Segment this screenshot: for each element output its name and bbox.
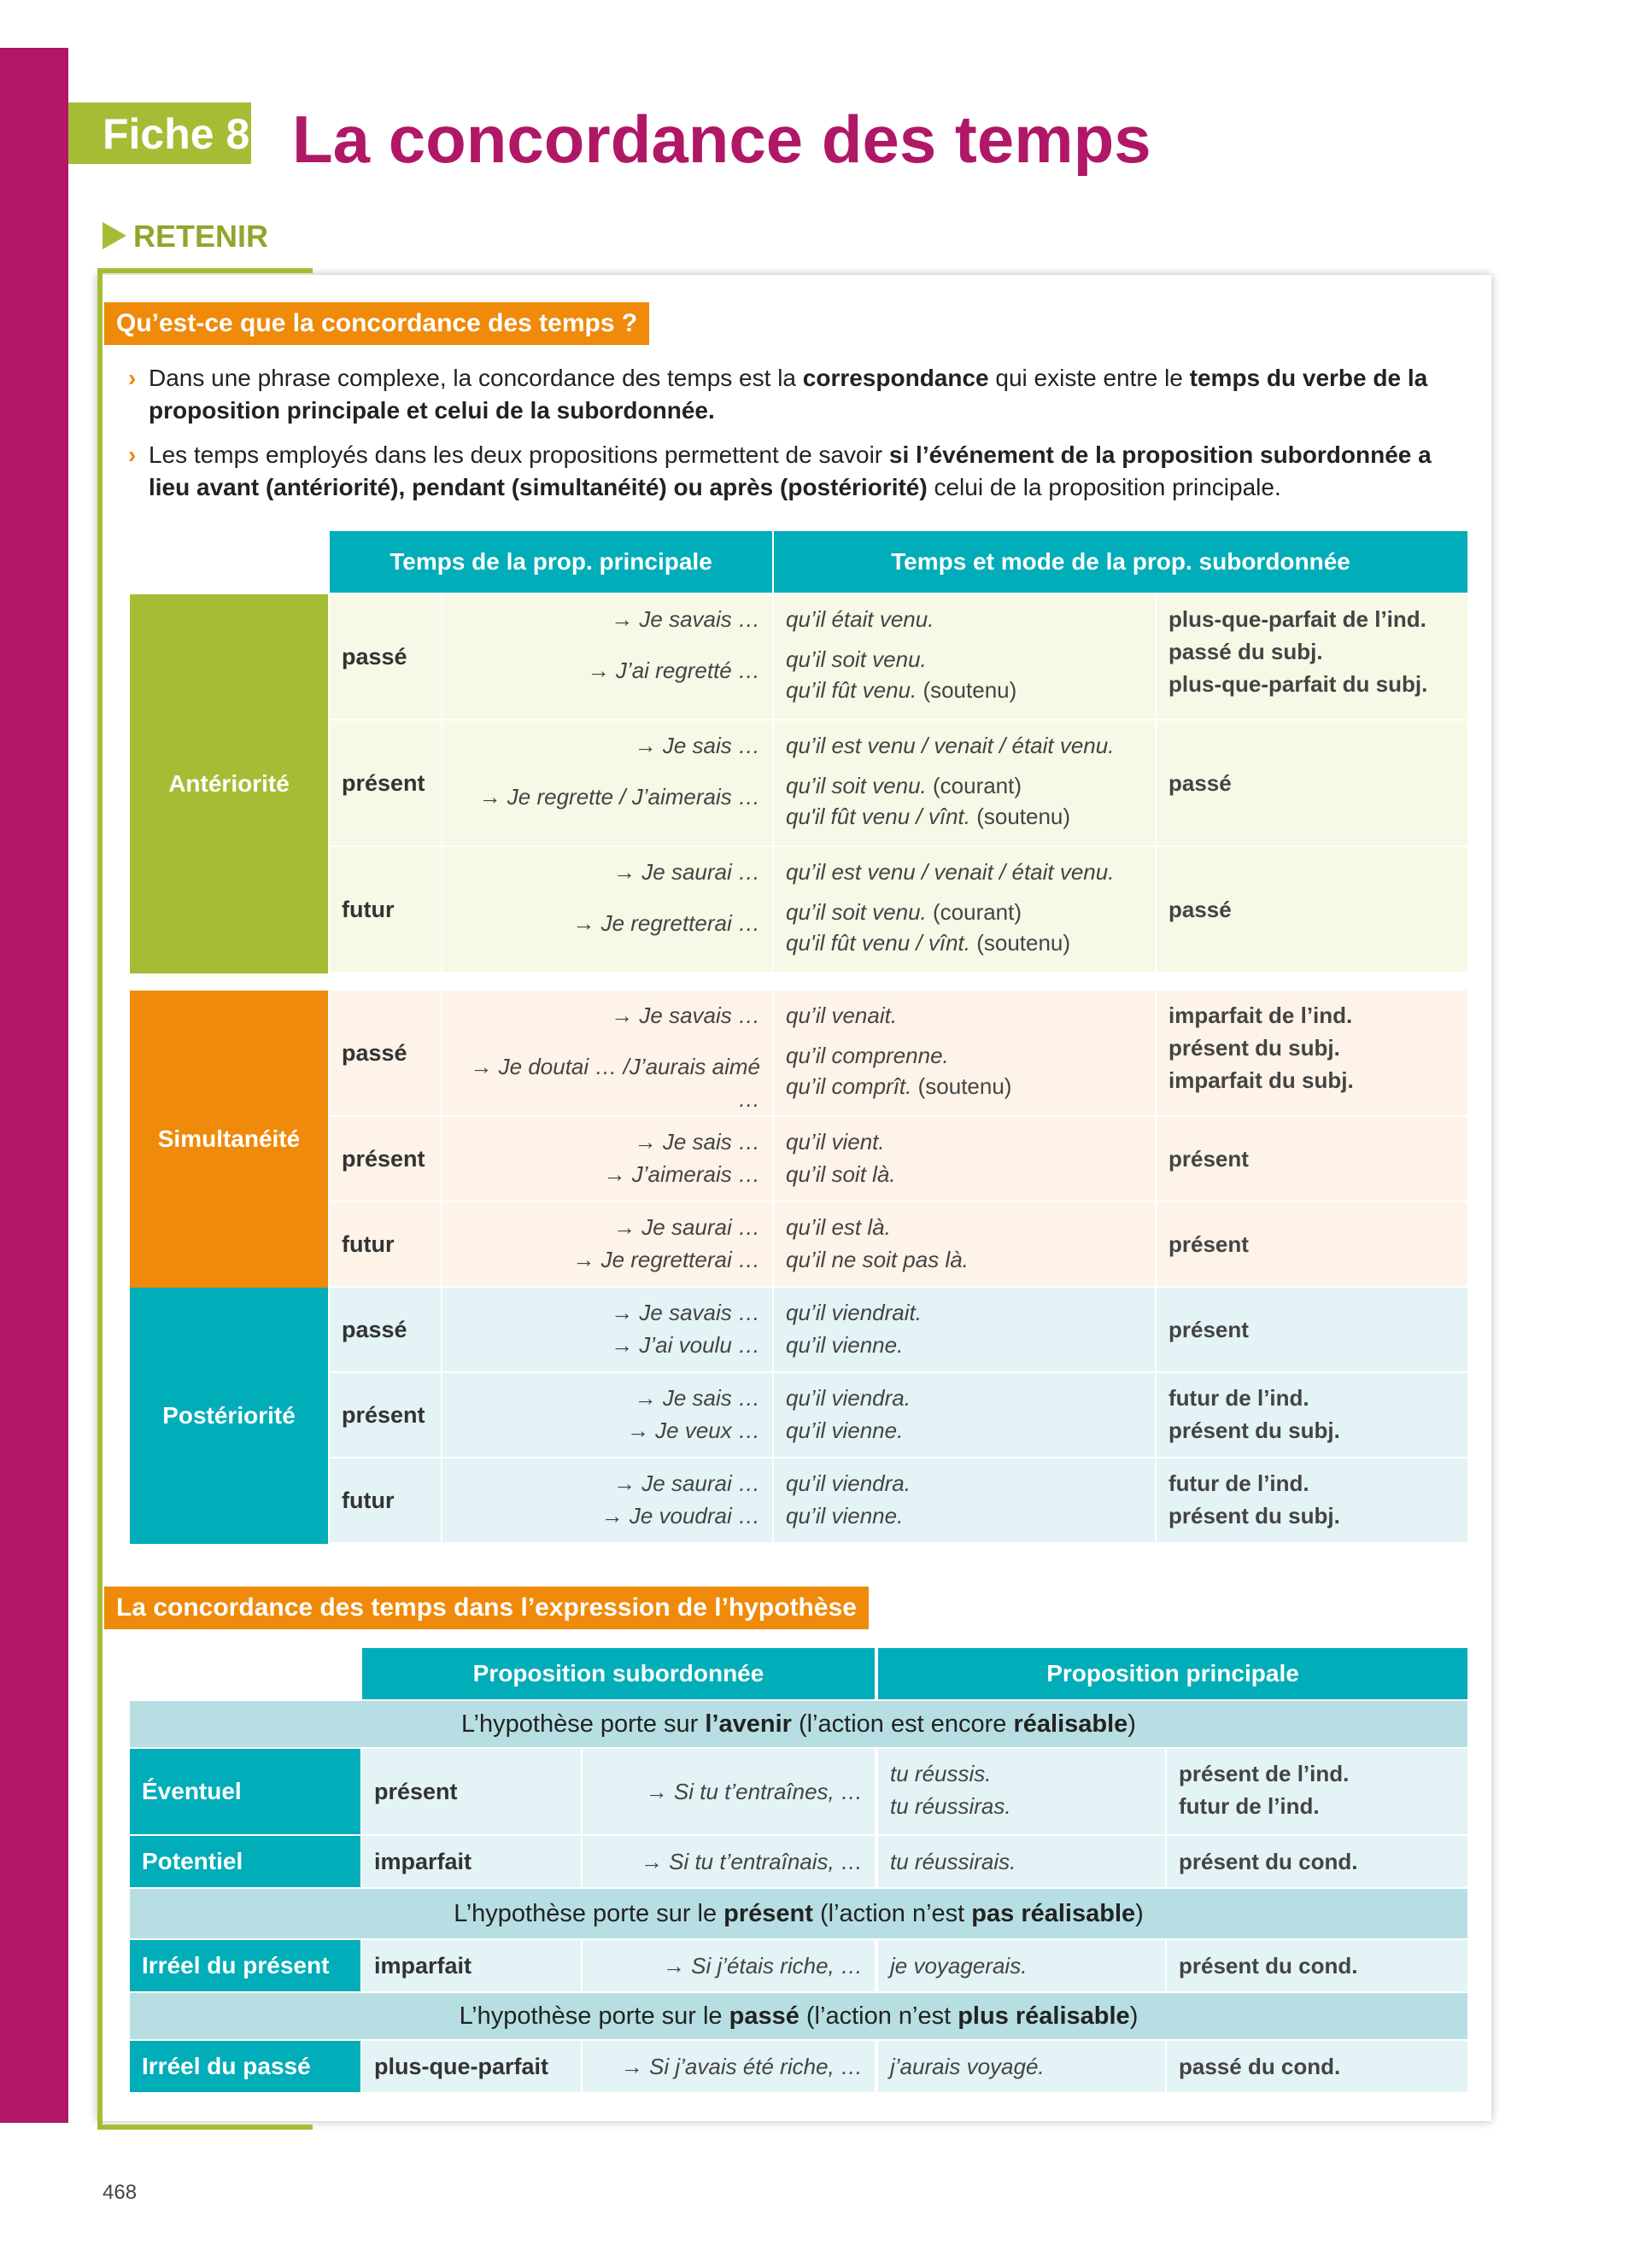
example-cell: → Je savais … → J’ai voulu … bbox=[442, 1288, 772, 1371]
tense-cell: futur bbox=[330, 1202, 441, 1286]
tense-cell: présent bbox=[330, 721, 441, 845]
hypothesis-example: → Si j’avais été riche, … bbox=[583, 2041, 875, 2092]
subordinate-cell: qu’il est venu / venait / était venu. qu’il soit venu. (courant) qu'il fût venu / vînt. (soutenu) bbox=[774, 847, 1155, 972]
definition-paragraph-1: › Dans une phrase complexe, la concordance des temps est la correspondance qui existe entre le temps du verbe de la proposition principale et celui de la subordonnée. bbox=[128, 362, 1469, 427]
retenir-label: RETENIR bbox=[133, 219, 269, 254]
table1-header-sub: Temps et mode de la prop. subordonnée bbox=[774, 531, 1467, 593]
subordinate-cell: qu’il viendrait. qu’il vienne. bbox=[774, 1288, 1155, 1371]
hypothesis-category: Irréel du passé bbox=[130, 2041, 360, 2092]
example-cell: → Je saurai … → Je voudrai … bbox=[442, 1458, 772, 1542]
page-title: La concordance des temps bbox=[292, 102, 1151, 177]
subordinate-cell: qu’il viendra. qu’il vienne. bbox=[774, 1373, 1155, 1457]
tense-cell: présent bbox=[330, 1373, 441, 1457]
example-cell: → Je sais … → Je veux … bbox=[442, 1373, 772, 1457]
subordinate-cell: qu’il était venu. qu’il soit venu. qu’il fût venu. (soutenu) bbox=[774, 594, 1155, 719]
subordinate-cell: qu’il est venu / venait / était venu. qu’il soit venu. (courant) qu'il fût venu / vînt. (soutenu) bbox=[774, 721, 1155, 845]
subordinate-cell: qu’il est là. qu’il ne soit pas là. bbox=[774, 1202, 1155, 1286]
hypothesis-band-future: L’hypothèse porte sur l’avenir (l’action est encore réalisable) bbox=[130, 1701, 1467, 1747]
mode-cell: futur de l’ind. présent du subj. bbox=[1157, 1458, 1467, 1542]
mode-cell: futur de l’ind. présent du subj. bbox=[1157, 1373, 1467, 1457]
tense-cell: passé bbox=[330, 991, 441, 1115]
section-heading-hypothesis: La concordance des temps dans l’expression de l’hypothèse bbox=[104, 1587, 869, 1629]
hypothesis-tense: imparfait bbox=[362, 1940, 581, 1991]
example-cell: → Je savais … → Je doutai … /J’aurais aimé … bbox=[442, 991, 772, 1115]
mode-cell: présent bbox=[1157, 1202, 1467, 1286]
mode-cell: passé bbox=[1157, 721, 1467, 845]
play-triangle-icon bbox=[102, 222, 126, 249]
hypothesis-tense: plus-que-parfait bbox=[362, 2041, 581, 2092]
fiche-badge bbox=[68, 102, 251, 164]
page-number: 468 bbox=[102, 2181, 138, 2204]
tense-cell: futur bbox=[330, 1458, 441, 1542]
hypothesis-example: → Si tu t’entraînais, … bbox=[583, 1836, 875, 1887]
box-accent-top bbox=[97, 268, 313, 273]
hypothesis-mode: passé du cond. bbox=[1167, 2041, 1467, 2092]
hypothesis-example: → Si j’étais riche, … bbox=[583, 1940, 875, 1991]
subordinate-cell: qu’il venait. qu’il comprenne. qu’il comprît. (soutenu) bbox=[774, 991, 1155, 1115]
section-heading-definition: Qu’est-ce que la concordance des temps ? bbox=[104, 302, 649, 345]
left-color-bar bbox=[0, 48, 68, 2123]
mode-cell: passé bbox=[1157, 847, 1467, 972]
example-cell: → Je sais … → J’aimerais … bbox=[442, 1117, 772, 1201]
mode-cell: présent bbox=[1157, 1288, 1467, 1371]
hypothesis-band-present: L’hypothèse porte sur le présent (l’action n’est pas réalisable) bbox=[130, 1889, 1467, 1938]
example-cell: → Je sais … → Je regrette / J’aimerais … bbox=[442, 721, 772, 845]
chevron-icon: › bbox=[128, 365, 137, 391]
table1-header-main: Temps de la prop. principale bbox=[330, 531, 772, 593]
hypothesis-tense: présent bbox=[362, 1749, 581, 1834]
hypothesis-tense: imparfait bbox=[362, 1836, 581, 1887]
retenir-heading bbox=[102, 219, 268, 254]
subordinate-cell: qu’il viendra. qu’il vienne. bbox=[774, 1458, 1155, 1542]
table2-header-main: Proposition principale bbox=[878, 1648, 1467, 1699]
hypothesis-band-past: L’hypothèse porte sur le passé (l’action n’est plus réalisable) bbox=[130, 1993, 1467, 2039]
table2-header-sub: Proposition subordonnée bbox=[362, 1648, 875, 1699]
fiche-label: Fiche 8 bbox=[102, 110, 250, 158]
example-cell: → Je saurai … → Je regretterai … bbox=[442, 1202, 772, 1286]
hypothesis-result: je voyagerais. bbox=[878, 1940, 1165, 1991]
subordinate-cell: qu’il vient. qu’il soit là. bbox=[774, 1117, 1155, 1201]
tense-cell: futur bbox=[330, 847, 441, 972]
hypothesis-result: j’aurais voyagé. bbox=[878, 2041, 1165, 2092]
chevron-icon: › bbox=[128, 441, 137, 468]
hypothesis-mode: présent du cond. bbox=[1167, 1836, 1467, 1887]
mode-cell: présent bbox=[1157, 1117, 1467, 1201]
example-cell: → Je savais … → J’ai regretté … bbox=[442, 594, 772, 719]
tense-cell: passé bbox=[330, 594, 441, 719]
group-label-1: Simultanéité bbox=[130, 991, 328, 1288]
box-accent-left bbox=[97, 268, 102, 2130]
tense-cell: présent bbox=[330, 1117, 441, 1201]
tense-cell: passé bbox=[330, 1288, 441, 1371]
mode-cell: plus-que-parfait de l’ind. passé du subj. plus-que-parfait du subj. bbox=[1157, 594, 1467, 719]
hypothesis-example: → Si tu t’entraînes, … bbox=[583, 1749, 875, 1834]
hypothesis-category: Éventuel bbox=[130, 1749, 360, 1834]
hypothesis-category: Irréel du présent bbox=[130, 1940, 360, 1991]
definition-paragraph-2: › Les temps employés dans les deux propositions permettent de savoir si l’événement de la proposition subordonnée a lieu avant (antériorité), pendant (simultanéité) ou après (postériorité) celui de la proposition principale. bbox=[128, 439, 1469, 504]
hypothesis-category: Potentiel bbox=[130, 1836, 360, 1887]
hypothesis-result: tu réussis. tu réussiras. bbox=[878, 1749, 1165, 1834]
example-cell: → Je saurai … → Je regretterai … bbox=[442, 847, 772, 972]
hypothesis-mode: présent de l’ind. futur de l’ind. bbox=[1167, 1749, 1467, 1834]
group-label-0: Antériorité bbox=[130, 594, 328, 973]
box-accent-bottom bbox=[97, 2125, 313, 2130]
hypothesis-result: tu réussirais. bbox=[878, 1836, 1165, 1887]
hypothesis-mode: présent du cond. bbox=[1167, 1940, 1467, 1991]
group-label-2: Postériorité bbox=[130, 1288, 328, 1544]
mode-cell: imparfait de l’ind. présent du subj. imparfait du subj. bbox=[1157, 991, 1467, 1115]
